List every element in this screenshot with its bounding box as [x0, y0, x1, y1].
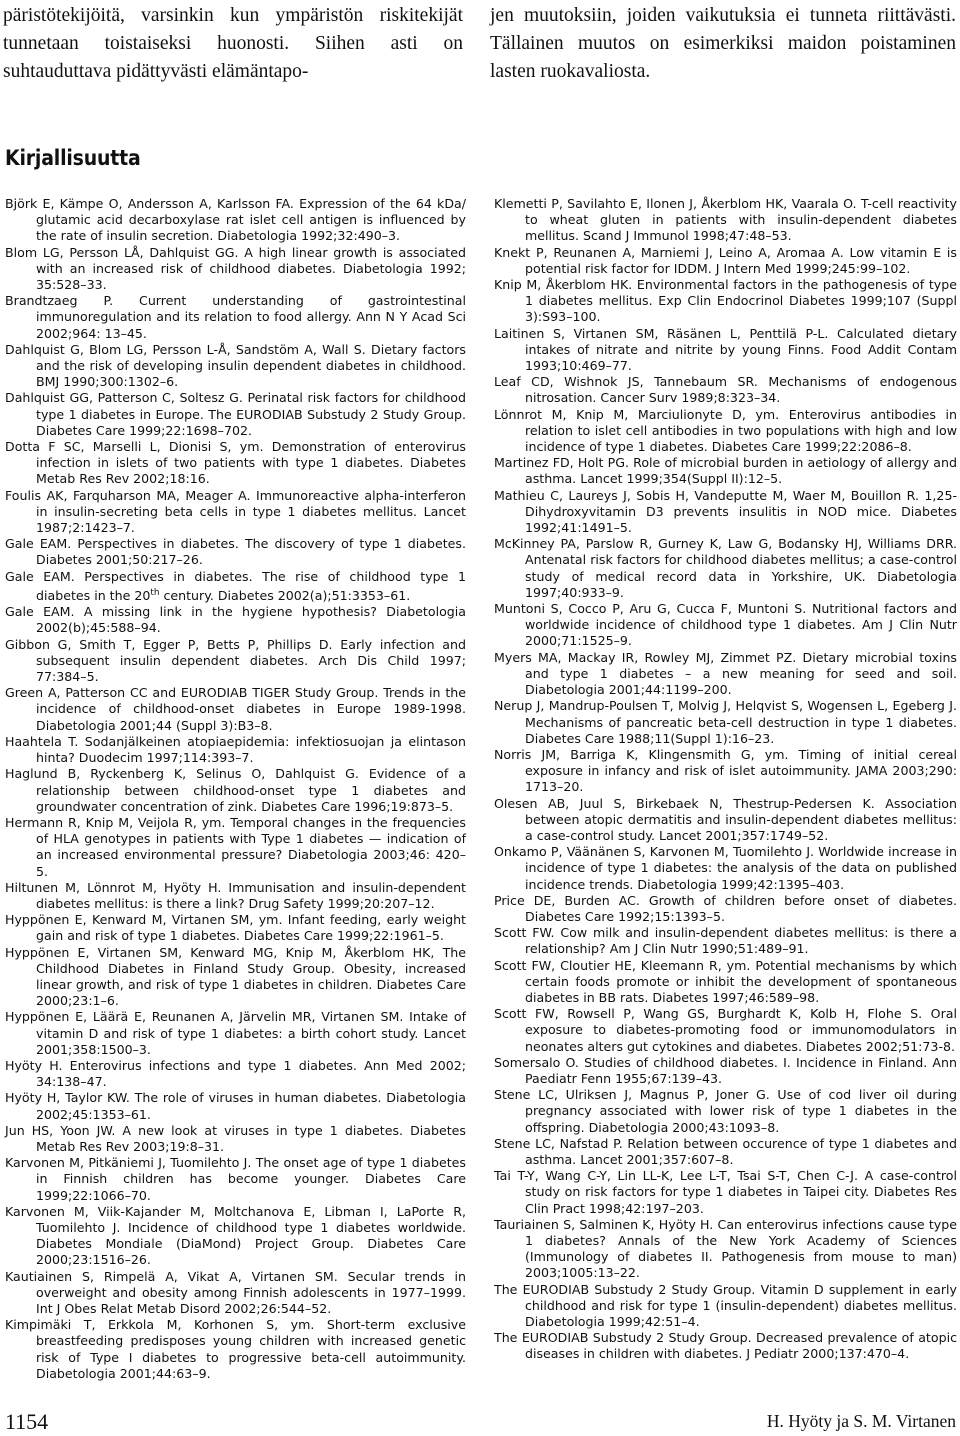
reference-entry: Hyöty H, Taylor KW. The role of viruses in human diabetes. Diabetologia 2002;45:1353–61. [5, 1090, 466, 1122]
references-column-left [5, 196, 466, 1382]
reference-entry: Foulis AK, Farquharson MA, Meager A. Immunoreactive alpha-interferon in insulin-secreting beta cells in type 1 diabetes mellitus. Lancet 1987;2:1423–7. [5, 487, 466, 536]
reference-entry: Olesen AB, Juul S, Birkebaek N, Thestrup-Pedersen K. Association between atopic dermatitis and insulin-dependent diabetes mellitus: a case-control study. Lancet 2001;357:1749–52. [494, 795, 957, 843]
reference-entry: Dahlquist GG, Patterson C, Soltesz G. Perinatal risk factors for childhood type 1 diabetes in Europe. The EURODIAB Substudy 2 Study Group. Diabetes Care 1999;22:1698–702. [5, 390, 466, 438]
reference-entry: Tauriainen S, Salminen K, Hyöty H. Can enterovirus infections cause type 1 diabetes? Annals of the New York Academy of Sciences (Immunology of diabetes II. Pathogenesis from mouse to man) 2003;1005:13–22. [494, 1216, 957, 1281]
reference-entry: Green A, Patterson CC and EURODIAB TIGER Study Group. Trends in the incidence of childhood-onset diabetes in Europe 1989-1998. Diabetologia 2001;44 (Suppl 3):B3–8. [5, 685, 466, 733]
reference-entry: Dahlquist G, Blom LG, Persson L-Å, Sandstöm A, Wall S. Dietary factors and the risk of developing insulin dependent diabetes in childhood. BMJ 1990;300:1302–6. [5, 341, 466, 390]
reference-entry: Hyppönen E, Kenward M, Virtanen SM, ym. Infant feeding, early weight gain and risk of type 1 diabetes. Diabetes Care 1999;22:1961–5. [5, 912, 466, 944]
reference-entry: Mathieu C, Laureys J, Sobis H, Vandeputte M, Waer M, Bouillon R. 1,25-Dihydroxyvitamin D3 prevents insulitis in NOD mice. Diabetes 1992;41:1491–5. [494, 487, 957, 536]
reference-entry: Dotta F SC, Marselli L, Dionisi S, ym. Demonstration of enterovirus infection in islets of two patients with type 1 diabetes. Diabetes Metab Res Rev 2002;18:16. [5, 439, 466, 487]
reference-entry: Lönnrot M, Knip M, Marciulionyte D, ym. Enterovirus antibodies in relation to islet cell antibodies in two populations with high and low incidence of type 1 diabetes. Diabetes Care 1999;22:2086–8. [494, 406, 957, 455]
references-heading: Kirjallisuutta [5, 146, 141, 170]
reference-entry: Kimpimäki T, Erkkola M, Korhonen S, ym. Short-term exclusive breastfeeding predisposes young children with increased genetic risk of Type I diabetes to progressive beta-cell autoimmunity. Diabetologia 2001;44:63–9. [5, 1317, 466, 1381]
reference-entry: The EURODIAB Substudy 2 Study Group. Decreased prevalence of atopic diseases in children with diabetes. J Pediatr 2000;137:470–4. [494, 1330, 957, 1362]
reference-entry: Tai T-Y, Wang C-Y, Lin LL-K, Lee L-T, Tsai S-T, Chen C-J. A case-control study on risk factors for type 1 diabetes in Taipei city. Diabetes Res Clin Pract 1998;42:197–203. [494, 1168, 957, 1216]
reference-entry: Haahtela T. Sodanjälkeinen atopiaepidemia: infektiosuojan ja elintason hinta? Duodecim 1997;114:393–7. [5, 733, 466, 766]
reference-entry: Stene LC, Nafstad P. Relation between occurence of type 1 diabetes and asthma. Lancet 2001;357:607–8. [494, 1135, 957, 1167]
reference-entry: Karvonen M, Viik-Kajander M, Moltchanova E, Libman I, LaPorte R, Tuomilehto J. Incidence of childhood type 1 diabetes worldwide. Diabetes Mondiale (DiaMond) Project Group. Diabetes Care 2000;23:1516–26. [5, 1203, 466, 1268]
reference-entry: Hiltunen M, Lönnrot M, Hyöty H. Immunisation and insulin-dependent diabetes mellitus: is there a link? Drug Safety 1999;20:207–12. [5, 879, 466, 911]
reference-entry: Klemetti P, Savilahto E, Ilonen J, Åkerblom HK, Vaarala O. T-cell reactivity to wheat gluten in patients with insulin-dependent diabetes mellitus. Scand J Immunol 1998;47:48–53. [494, 196, 957, 244]
reference-entry: Scott FW. Cow milk and insulin-dependent diabetes mellitus: is there a relationship? Am J Clin Nutr 1990;51:489–91. [494, 925, 957, 957]
reference-entry: Jun HS, Yoon JW. A new look at viruses in type 1 diabetes. Diabetes Metab Res Rev 2003;19:8–31. [5, 1122, 466, 1154]
intro-paragraph-right: jen muutoksiin, joiden vaikutuksia ei tunneta riittävästi. Tällainen muutos on esimerkiksi maidon poistaminen lasten ruokavaliosta. [490, 5, 956, 82]
reference-entry: Hyöty H. Enterovirus infections and type 1 diabetes. Ann Med 2002; 34:138–47. [5, 1057, 466, 1090]
reference-entry: Knekt P, Reunanen A, Marniemi J, Leino A, Aromaa A. Low vitamin E is potential risk factor for IDDM. J Intern Med 1999;245:99–102. [494, 244, 957, 276]
page-number: 1154 [5, 1409, 49, 1434]
reference-entry: Leaf CD, Wishnok JS, Tannebaum SR. Mechanisms of endogenous nitrosation. Cancer Surv 1989;8:323–34. [494, 374, 957, 406]
reference-entry: Björk E, Kämpe O, Andersson A, Karlsson FA. Expression of the 64 kDa/ glutamic acid decarboxylase rat islet cell antigen is influenced by the rate of insulin secretion. Diabetologia 1992;32:490–3. [5, 196, 466, 244]
reference-entry: Hyppönen E, Läärä E, Reunanen A, Järvelin MR, Virtanen SM. Intake of vitamin D and risk of type 1 diabetes: a birth cohort study. Lancet 2001;358:1500–3. [5, 1009, 466, 1057]
reference-entry: Muntoni S, Cocco P, Aru G, Cucca F, Muntoni S. Nutritional factors and worldwide incidence of childhood type 1 diabetes. Am J Clin Nutr 2000;71:1525–9. [494, 601, 957, 649]
reference-entry: Gale EAM. A missing link in the hygiene hypothesis? Diabetologia 2002(b);45:588–94. [5, 604, 466, 636]
reference-entry: Scott FW, Rowsell P, Wang GS, Burghardt K, Kolb H, Flohe S. Oral exposure to diabetes-promoting food or immunomodulators in neonates alters gut cytokines and diabetes. Diabetes 2002;51:73-8. [494, 1006, 957, 1054]
reference-entry: Gibbon G, Smith T, Egger P, Betts P, Phillips D. Early infection and subsequent insulin dependent diabetes. Arch Dis Child 1997; 77:384–5. [5, 636, 466, 685]
reference-entry: Knip M, Åkerblom HK. Environmental factors in the pathogenesis of type 1 diabetes mellitus. Exp Clin Endocrinol Diabetes 1999;107 (Suppl 3):S93–100. [494, 277, 957, 325]
reference-entry: The EURODIAB Substudy 2 Study Group. Vitamin D supplement in early childhood and risk for type 1 (insulin-dependent) diabetes mellitus. Diabetologia 1999;42:51–4. [494, 1281, 957, 1330]
references-column-right [494, 196, 957, 1363]
reference-entry: Nerup J, Mandrup-Poulsen T, Molvig J, Helqvist S, Wogensen L, Egeberg J. Mechanisms of pancreatic beta-cell destruction in type 1 diabetes. Diabetes Care 1988;11(Suppl 1):16–23. [494, 698, 957, 746]
reference-entry: Onkamo P, Väänänen S, Karvonen M, Tuomilehto J. Worldwide increase in incidence of type 1 diabetes: the analysis of the data on published incidence trends. Diabetologia 1999;42:1395–403. [494, 844, 957, 892]
reference-entry: Somersalo O. Studies of childhood diabetes. I. Incidence in Finland. Ann Paediatr Fenn 1955;67:139–43. [494, 1054, 957, 1086]
reference-entry: Karvonen M, Pitkäniemi J, Tuomilehto J. The onset age of type 1 diabetes in Finnish children has become younger. Diabetes Care 1999;22:1066–70. [5, 1155, 466, 1203]
reference-entry: Haglund B, Ryckenberg K, Selinus O, Dahlquist G. Evidence of a relationship between childhood-onset type 1 diabetes and groundwater concentration of zink. Diabetes Care 1996;19:873–5. [5, 766, 466, 814]
reference-entry: McKinney PA, Parslow R, Gurney K, Law G, Bodansky HJ, Williams DRR. Antenatal risk factors for childhood diabetes mellitus; a case-control study of medical record data in Yorkshire, UK. Diabetologia 1997;40:933–9. [494, 536, 957, 600]
reference-entry: Brandtzaeg P. Current understanding of gastrointestinal immunoregulation and its relation to food allergy. Ann N Y Acad Sci 2002;964: 13–45. [5, 293, 466, 341]
intro-paragraph-left: päristötekijöitä, varsinkin kun ympäristön riskitekijät tunnetaan toistaiseksi huonosti. Siihen asti on suhtauduttava pidättyvästi elämäntapo- [3, 5, 463, 82]
reference-entry: Stene LC, Ulriksen J, Magnus P, Joner G. Use of cod liver oil during pregnancy associated with lower risk of type 1 diabetes in the offspring. Diabetologia 2000;43:1093–8. [494, 1087, 957, 1135]
reference-entry: Hermann R, Knip M, Veijola R, ym. Temporal changes in the frequencies of HLA genotypes in patients with Type 1 diabetes — indication of an increased environmental pressure? Diabetologia 2003;46: 420–5. [5, 814, 466, 879]
reference-entry: Martinez FD, Holt PG. Role of microbial burden in aetiology of allergy and asthma. Lancet 1999;354(Suppl II):12–5. [494, 455, 957, 487]
reference-entry: Blom LG, Persson LÅ, Dahlquist GG. A high linear growth is associated with an increased risk of childhood diabetes. Diabetologia 1992; 35:528–33. [5, 244, 466, 293]
running-footer-authors: H. Hyöty ja S. M. Virtanen [766, 1411, 956, 1431]
reference-entry: Price DE, Burden AC. Growth of children before onset of diabetes. Diabetes Care 1992;15:1393–5. [494, 892, 957, 924]
reference-entry: Laitinen S, Virtanen SM, Räsänen L, Penttilä P-L. Calculated dietary intakes of nitrate and nitrite by young Finns. Food Addit Contam 1993;10:469–77. [494, 325, 957, 374]
reference-entry: Gale EAM. Perspectives in diabetes. The discovery of type 1 diabetes. Diabetes 2001;50:217–26. [5, 536, 466, 568]
reference-entry: Kautiainen S, Rimpelä A, Vikat A, Virtanen SM. Secular trends in overweight and obesity among Finnish adolescents in 1977–1999. Int J Obes Relat Metab Disord 2002;26:544–52. [5, 1268, 466, 1316]
reference-entry: Norris JM, Barriga K, Klingensmith G, ym. Timing of initial cereal exposure in infancy and risk of islet autoimmunity. JAMA 2003;290: 1713–20. [494, 746, 957, 795]
reference-entry: Scott FW, Cloutier HE, Kleemann R, ym. Potential mechanisms by which certain foods promote or inhibit the development of spontaneous diabetes in BB rats. Diabetes 1997;46:589–98. [494, 957, 957, 1005]
reference-entry: Gale EAM. Perspectives in diabetes. The rise of childhood type 1 diabetes in the 20th century. Diabetes 2002(a);51:3353–61. [5, 568, 466, 604]
reference-entry: Myers MA, Mackay IR, Rowley MJ, Zimmet PZ. Dietary microbial toxins and type 1 diabetes – a new meaning for seed and soil. Diabetologia 2001;44:1199–200. [494, 649, 957, 698]
reference-entry: Hyppönen E, Virtanen SM, Kenward MG, Knip M, Åkerblom HK, The Childhood Diabetes in Finland Study Group. Obesity, increased linear growth, and risk of type 1 diabetes in children. Diabetes Care 2000;23:1–6. [5, 944, 466, 1009]
